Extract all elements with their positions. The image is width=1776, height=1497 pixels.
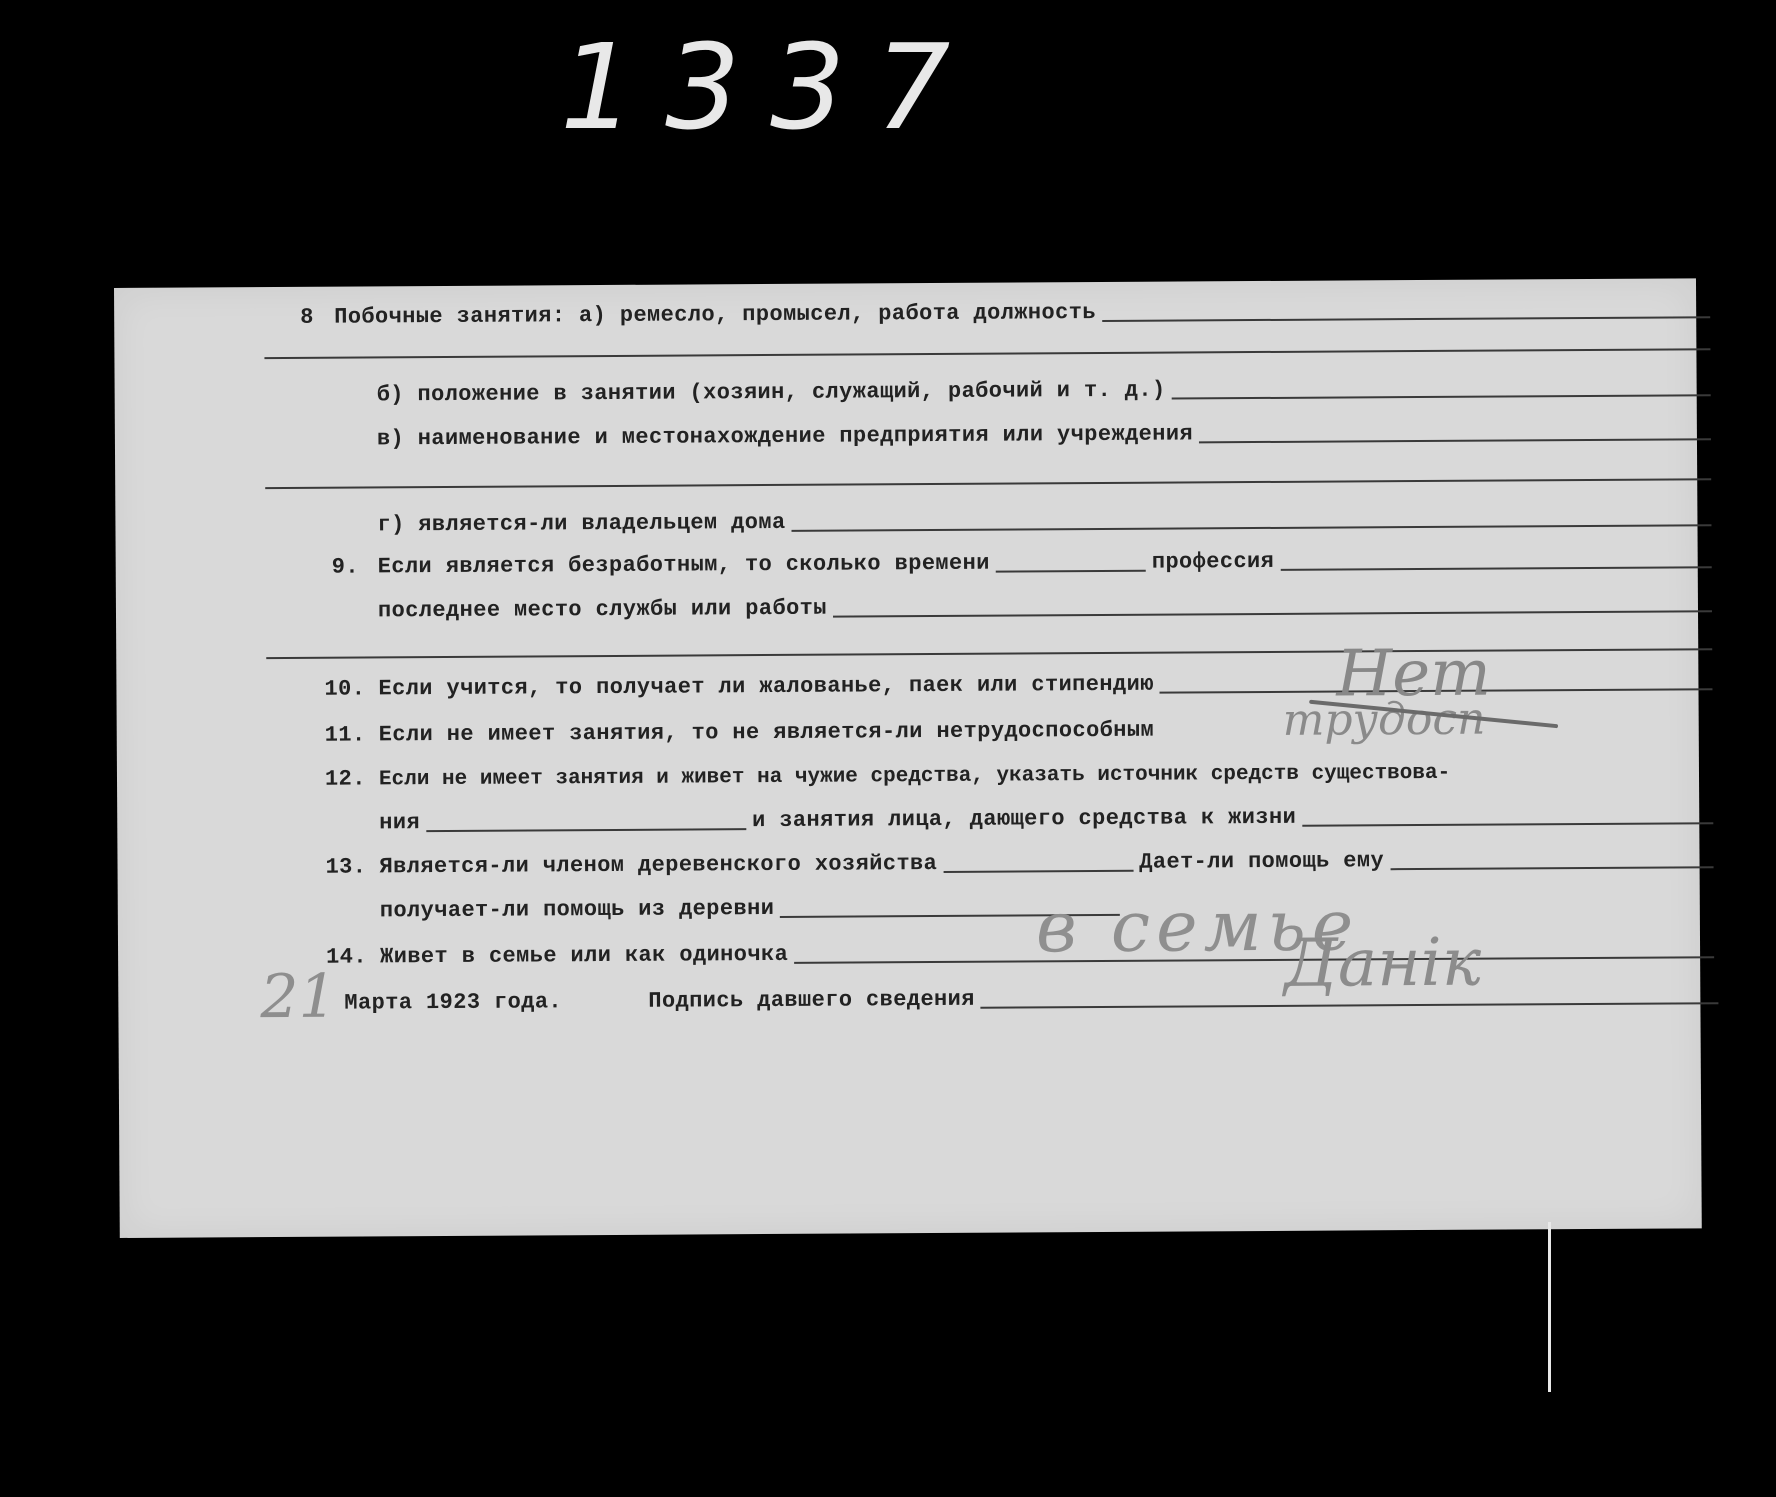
q8g-row <box>377 506 1711 536</box>
q12-cont-row <box>379 804 1713 834</box>
q8-answer-line-2 <box>264 348 1710 359</box>
q9-row <box>332 548 1712 578</box>
q10-number: 10. <box>324 676 366 702</box>
q8b-text: б) положение в занятии (хозяин, служащий, рабочий и т. д.) <box>376 377 1166 408</box>
q14-text: Живет в семье или как одиночка <box>380 941 789 970</box>
footer-signature-handwritten: Данік <box>1283 923 1482 1002</box>
q12-row <box>325 760 1713 790</box>
q8g-answer-line <box>792 524 1712 532</box>
q14-handwritten-answer: в семье <box>1035 884 1360 969</box>
q12-text: Если не имеет занятия и живет на чужие средства, указать источник средств существова- <box>378 761 1451 792</box>
q9-last-place-line-2 <box>266 648 1712 659</box>
q8-answer-line <box>1102 316 1710 322</box>
q9-profession-label: профессия <box>1151 548 1275 575</box>
q12-source-line <box>426 828 746 832</box>
footer-signature-line <box>981 1002 1719 1009</box>
q8-row <box>300 298 1710 329</box>
q9-duration-line <box>996 570 1146 573</box>
q9-last-place-row <box>378 592 1712 622</box>
census-card <box>114 278 1702 1238</box>
q8g-text: г) является-ли владельцем дома <box>377 509 786 538</box>
q14-row <box>326 938 1714 968</box>
film-scratch-line <box>1548 1222 1551 1392</box>
q11-text: Если не имеет занятия, то не является-ли нетрудоспособным <box>378 717 1155 748</box>
q8v-row <box>377 420 1711 450</box>
q9-profession-line <box>1280 566 1711 571</box>
footer-date-row <box>344 991 644 1015</box>
q14-number: 14. <box>326 944 367 970</box>
q8-number: 8 <box>300 304 314 330</box>
q10-text: Если учится, то получает ли жалованье, паек или стипендию <box>378 671 1154 702</box>
q10-row <box>324 670 1712 700</box>
q13-help-give-label: Дает-ли помощь ему <box>1139 848 1385 875</box>
frame-number: 1337 <box>560 18 981 156</box>
q13-member-line <box>943 870 1133 873</box>
footer-date-text: Марта 1923 года. <box>344 989 563 1016</box>
footer-day-handwritten: 21 <box>260 961 337 1033</box>
q13-number: 13. <box>325 854 367 880</box>
footer-signature-label: Подпись давшего сведения <box>648 986 975 1014</box>
q9-last-place-line <box>833 610 1712 617</box>
q8-text: Побочные занятия: а) ремесло, промысел, работа должность <box>334 300 1096 330</box>
q8b-row <box>377 376 1711 406</box>
q12-occupation-line <box>1302 822 1713 827</box>
q13-help-receive-label: получает-ли помощь из деревни <box>379 895 775 924</box>
q11-handwritten-answer: трудосп <box>1282 693 1486 746</box>
q12-cont-2: и занятия лица, дающего средства к жизни <box>752 804 1297 834</box>
q13-row <box>325 848 1713 878</box>
q12-cont-1: ния <box>379 810 421 836</box>
q10-handwritten-answer: Нет <box>1336 636 1491 712</box>
q13-receive-row <box>380 896 1120 923</box>
q13-help-give-line <box>1390 866 1713 870</box>
q9-text: Если является безработным, то сколько времени <box>377 550 990 580</box>
q9-number: 9. <box>331 554 360 580</box>
q8v-answer-line <box>1199 438 1711 443</box>
q8v-text: в) наименование и местонахождение предприятия или учреждения <box>376 421 1194 452</box>
q11-number: 11. <box>324 722 366 748</box>
q9-last-place-label: последнее место службы или работы <box>377 595 827 624</box>
q8v-answer-line-2 <box>265 478 1711 489</box>
q8b-answer-line <box>1172 394 1711 399</box>
q12-number: 12. <box>324 766 366 792</box>
footer-signature-row <box>648 984 1718 1013</box>
q13-text: Является-ли членом деревенского хозяйства <box>379 850 938 880</box>
